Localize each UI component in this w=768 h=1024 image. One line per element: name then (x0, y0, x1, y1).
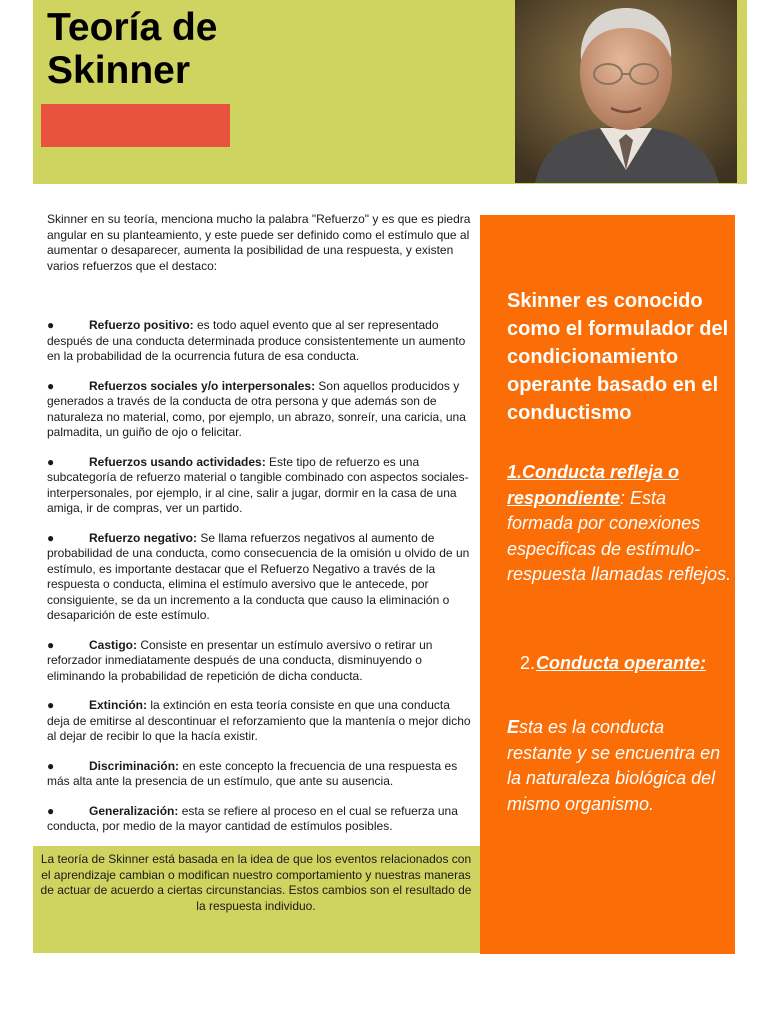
item-number: 2. (520, 653, 536, 673)
summary-text: La teoría de Skinner está basada en la idea de que los eventos relacionados con el aprendizaje cambian o modifican nuestro comportamiento y nuestras maneras de actuar de acuerdo a ciertas circunstancias. Estos cambios son el resultado de la respuesta individuo. (40, 852, 472, 913)
list-item (47, 759, 473, 790)
bullet-icon: ● (47, 637, 55, 652)
bullet-icon: ● (47, 454, 55, 469)
item-text: en este concepto la frecuencia de una respuesta es más alta ante la presencia de un estímulo, que ante su ausencia. (47, 758, 458, 788)
item-term: Refuerzo negativo: (89, 530, 198, 545)
page-title (47, 6, 347, 92)
bullet-icon: ● (47, 698, 55, 712)
list-item (47, 455, 473, 517)
item-term: Refuerzos usando actividades: (89, 454, 266, 469)
item-term: Refuerzo positivo: (89, 318, 194, 332)
item-term: Extinción: (89, 698, 148, 712)
item-description: sta es la conducta restante y se encuentra en la naturaleza biológica del mismo organismo. (507, 717, 721, 814)
bullet-icon: ● (47, 803, 55, 818)
sidebar-item-operant (507, 651, 732, 677)
item-text: esta se refiere al proceso en el cual se refuerza una conducta, por medio de la mayor cantidad de estímulos posibles. (47, 803, 458, 833)
item-term: Castigo: (89, 637, 137, 652)
list-item (47, 638, 473, 685)
item-title: 1.Conducta refleja o respondiente (507, 462, 680, 508)
title-accent-bar (41, 104, 230, 147)
item-text: Son aquellos producidos y generados a través de la conducta de otra persona y que además son de naturaleza no material, como, por ejemplo, un abrazo, sonreír, una caricia, una palmadita, un guiño de ojo o felicitar. (47, 378, 466, 439)
item-term: Refuerzos sociales y/o interpersonales: (89, 378, 316, 393)
portrait-photo (515, 0, 737, 183)
reinforcement-list (47, 318, 473, 849)
intro-paragraph: Skinner en su teoría, menciona mucho la palabra "Refuerzo" y es que es piedra angular en su planteamiento, y este puede ser definido como el estímulo que al aumentar o desaparecer, aumenta la posibilidad de una respuesta, y existen varios refuerzos que el destaco: (47, 212, 471, 273)
item-text: Consiste en presentar un estímulo aversivo o retirar un reforzador inmediatamente después de una conducta, disminuyendo o eliminando la probabilidad de repetición de dicha conducta. (47, 637, 433, 683)
bullet-icon: ● (47, 758, 55, 773)
title-line-1: Teoría de (47, 6, 218, 49)
list-item (47, 318, 473, 365)
item-term: Discriminación: (89, 758, 180, 773)
sidebar-heading: Skinner es conocido como el formulador del condicionamiento operante basado en el conductismo (507, 290, 729, 424)
list-item (47, 698, 473, 745)
item-title: Conducta operante: (536, 653, 707, 673)
bullet-icon: ● (47, 378, 55, 393)
list-item (47, 379, 473, 441)
item-text: la extinción en esta teoría consiste en que una conducta deja de emitirse al descontinuar el reforzamiento que la mantenía o mejor dicho al dejar de recibir lo que la hacía existir. (47, 698, 471, 743)
sidebar-item-respondent (507, 460, 732, 588)
title-line-2: Skinner (47, 49, 191, 92)
item-term: Generalización: (89, 803, 179, 818)
list-item (47, 804, 473, 835)
bullet-icon: ● (47, 318, 55, 332)
item-description: : Esta formada por conexiones especificas de estímulo-respuesta llamadas reflejos. (507, 487, 732, 584)
item-text: Se llama refuerzos negativos al aumento de probabilidad de una conducta, como consecuencia de la omisión u olvido de un estímulo, es importante destacar que el Refuerzo Negativo a través de la respuesta o conducta, elimina el estímulo aversivo que le antecede, por consiguiente, se da un incremento a la conducta que causo la eliminación o desaparición de este estímulo. (47, 530, 470, 622)
portrait-illustration (515, 0, 737, 183)
list-item (47, 531, 473, 624)
drop-letter: E (507, 717, 520, 737)
sidebar-operant-description (507, 715, 732, 817)
item-text: es todo aquel evento que al ser representado después de una conducta determinada produce consistentemente un aumento en la probabilidad de la ocurrencia futura de esa conducta. (47, 318, 466, 363)
bullet-icon: ● (47, 530, 55, 545)
sidebar-panel (480, 215, 735, 954)
item-text: Este tipo de refuerzo es una subcategoría de refuerzo material o tangible combinado con aspectos sociales-interpersonales, por ejemplo, ir al cine, salir a jugar, dormir en la casa de una amiga, ir de compras, ver un partido. (47, 454, 469, 515)
